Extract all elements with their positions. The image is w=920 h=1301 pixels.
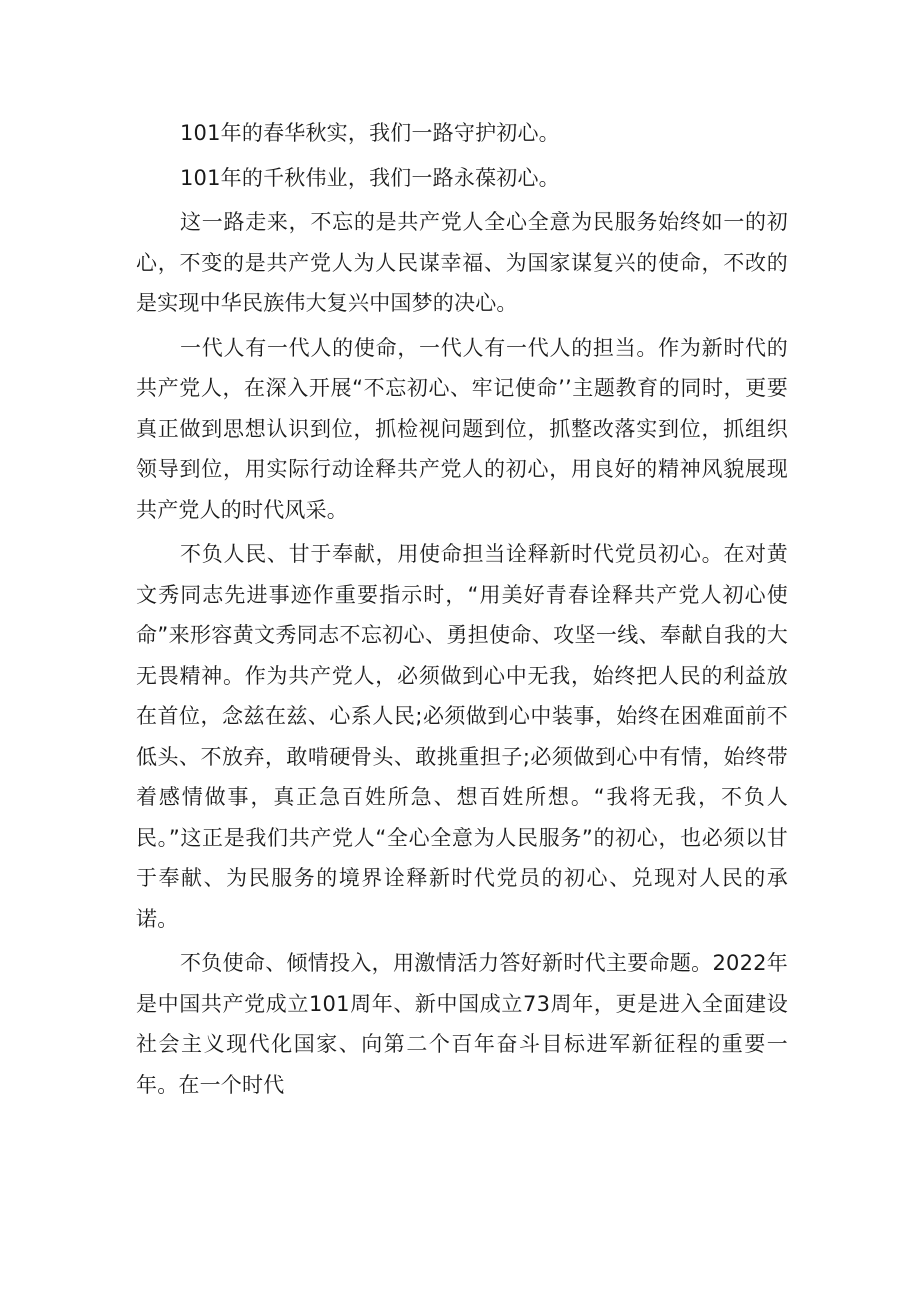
document-body xyxy=(136,113,788,1109)
paragraph-5: 不负人民、甘于奉献，用使命担当诠释新时代党员初心。在对黄文秀同志先进事迹作重要指示时，“用美好青春诠释共产党人初心使命”来形容黄文秀同志不忘初心、勇担使命、攻坚一线、奉献自我的大无畏精神。作为共产党人，必须做到心中无我，始终把人民的利益放在首位，念兹在兹、心系人民;必须做到心中装事，始终在困难面前不低头、不放弃，敢啃硬骨头、敢挑重担子;必须做到心中有情，始终带着感情做事，真正急百姓所急、想百姓所想。“我将无我，不负人民。”这正是我们共产党人“全心全意为人民服务”的初心，也必须以甘于奉献、为民服务的境界诠释新时代党员的初心、兑现对人民的承诺。 xyxy=(136,542,788,931)
paragraph-3: 这一路走来，不忘的是共产党人全心全意为民服务始终如一的初心，不变的是共产党人为人民谋幸福、为国家谋复兴的使命，不改的是实现中华民族伟大复兴中国梦的决心。 xyxy=(136,210,788,315)
paragraph-6: 不负使命、倾情投入，用激情活力答好新时代主要命题。2022年是中国共产党成立101周年、新中国成立73周年，更是进入全面建设社会主义现代化国家、向第二个百年奋斗目标进军新征程的重要一年。在一个时代 xyxy=(136,951,788,1097)
paragraph-4: 一代人有一代人的使命，一代人有一代人的担当。作为新时代的共产党人，在深入开展“不忘初心、牢记使命’’主题教育的同时，更要真正做到思想认识到位，抓检视问题到位，抓整改落实到位，抓组织领导到位，用实际行动诠释共产党人的初心，用良好的精神风貌展现共产党人的时代风采。 xyxy=(136,335,788,522)
paragraph-2: 101年的千秋伟业，我们一路永葆初心。 xyxy=(180,165,560,190)
paragraph-1: 101年的春华秋实，我们一路守护初心。 xyxy=(180,121,560,145)
